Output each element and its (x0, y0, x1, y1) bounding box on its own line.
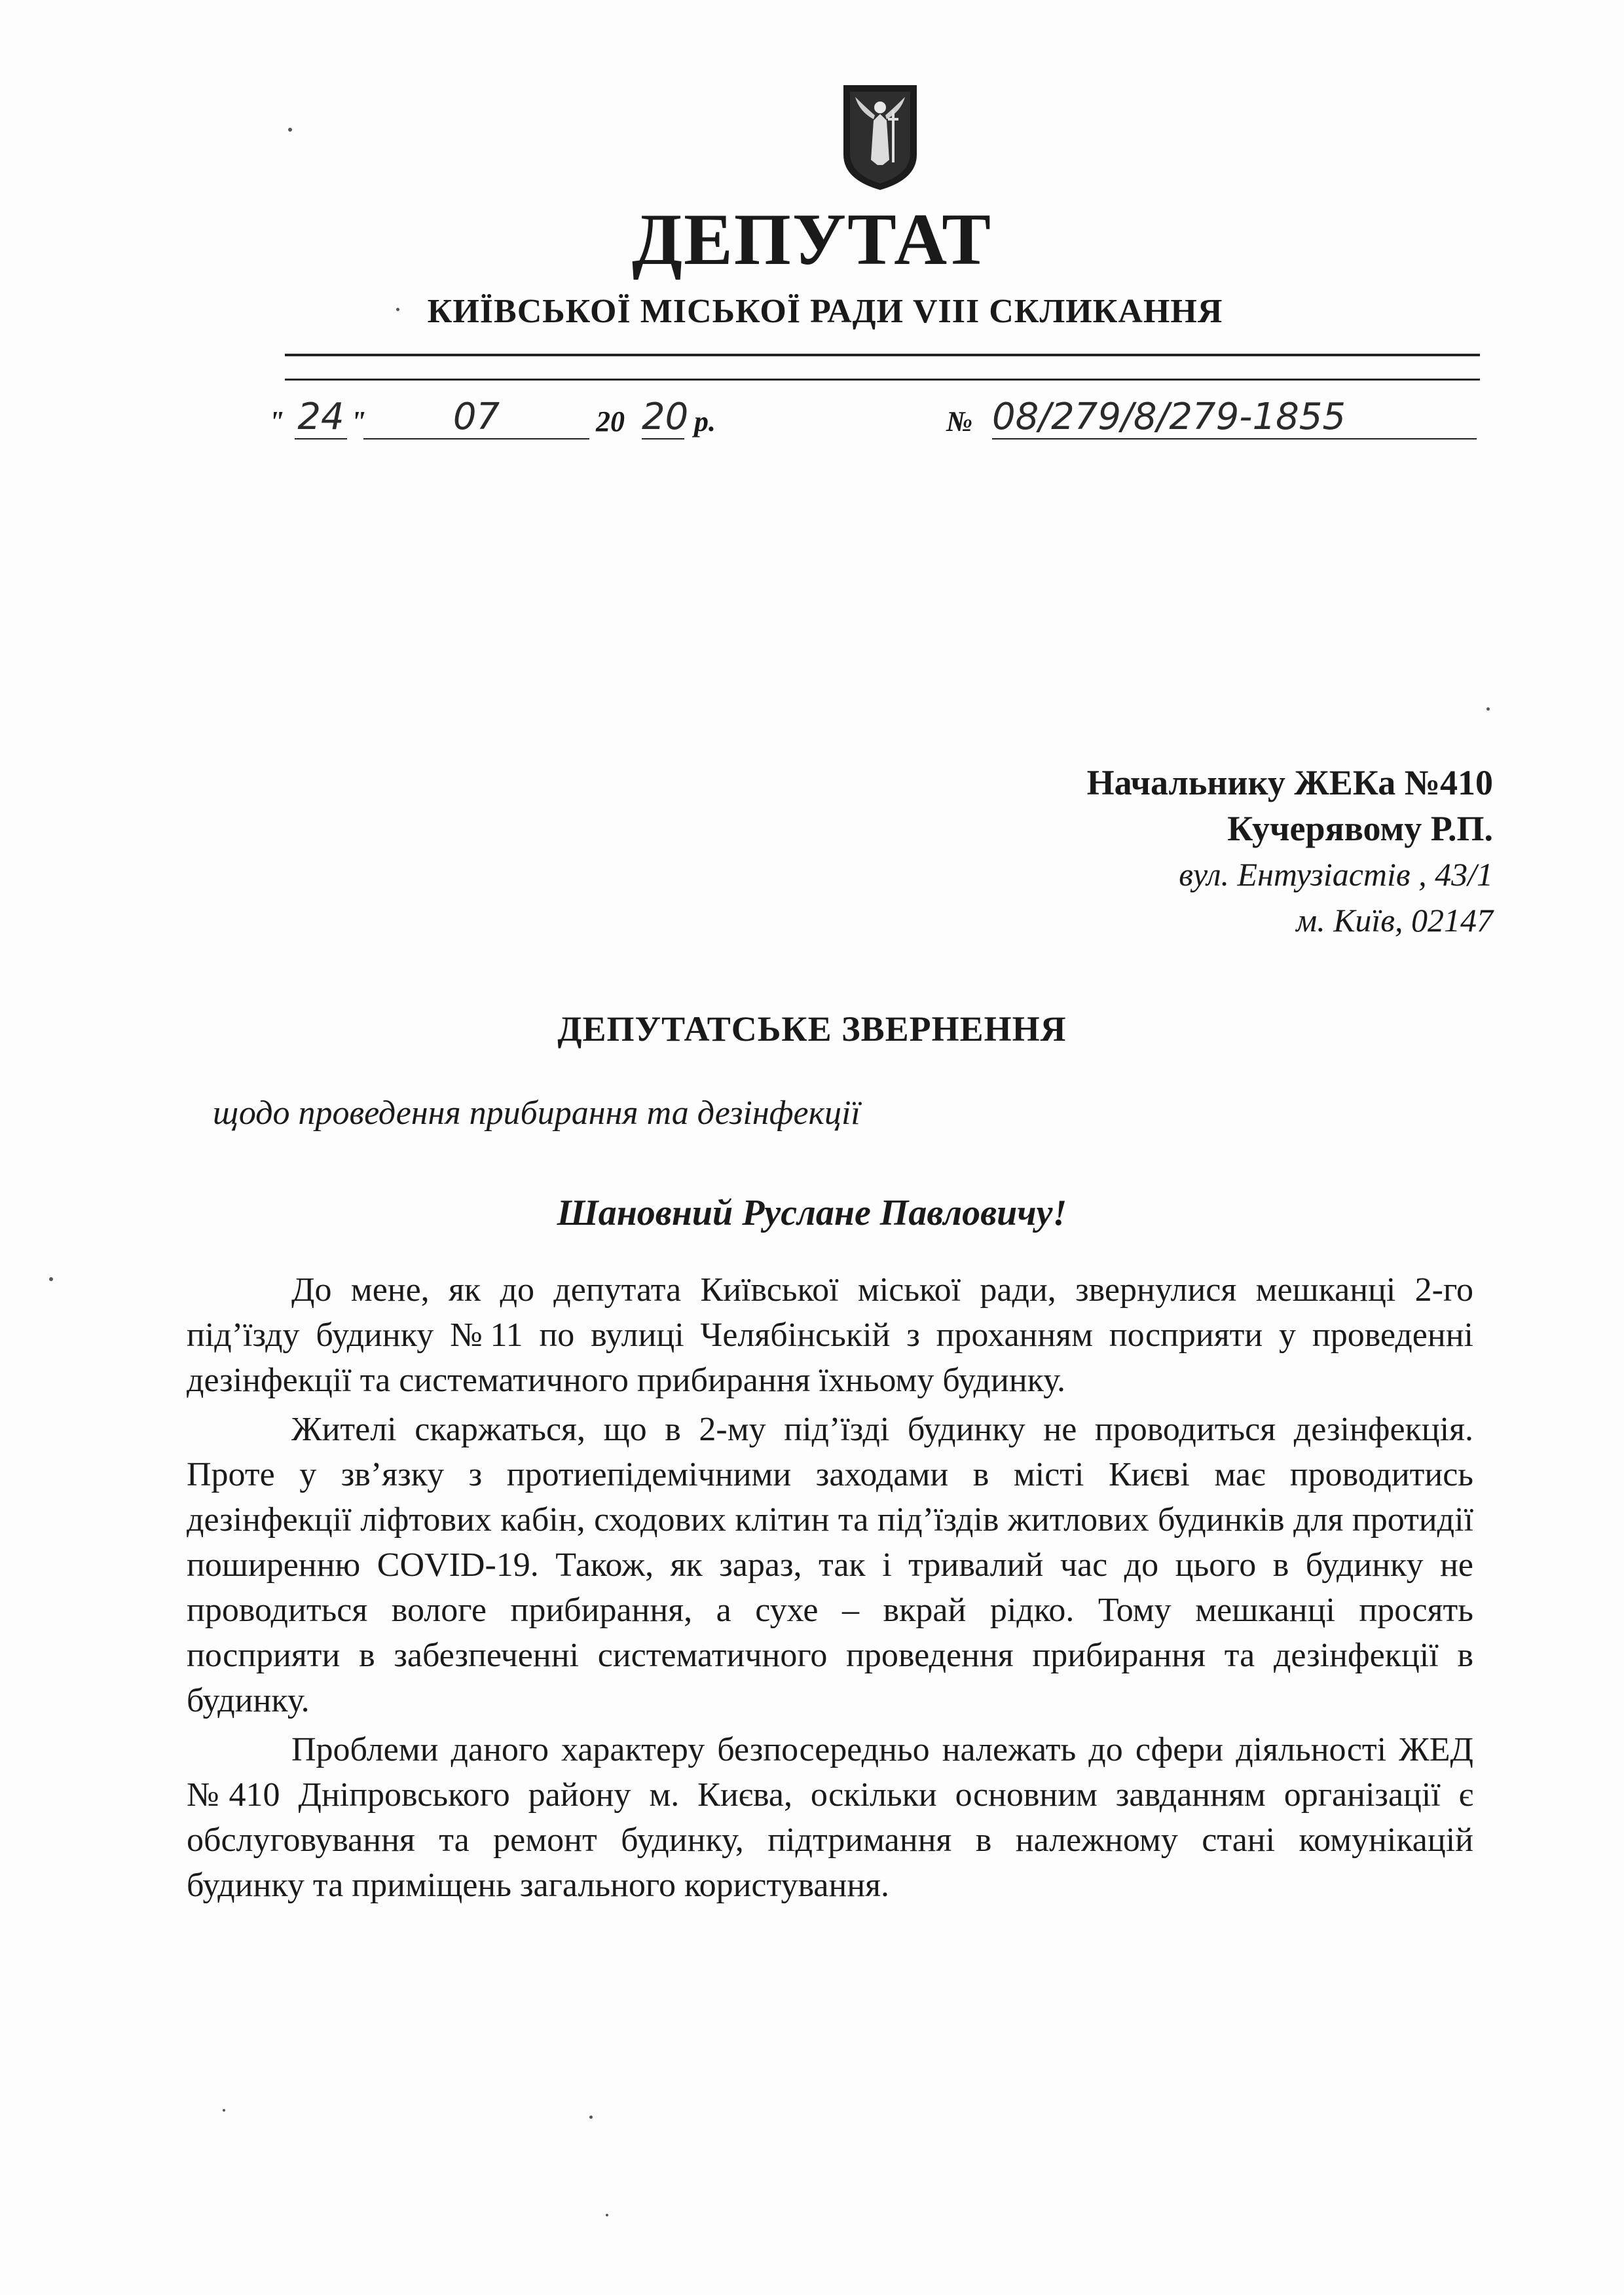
number-label: № (946, 405, 973, 438)
date-quote-close: " (350, 405, 367, 438)
date-year-unit: р. (694, 405, 716, 438)
header-rule-top (285, 354, 1480, 356)
date-month: 07 (363, 396, 589, 439)
scan-speck (49, 1277, 53, 1281)
body-paragraph: Проблеми даного характеру безпосередньо належать до сфери діяльності ЖЕД №410 Дніпровського району м. Києва, оскільки основним завданням організації є обслуговування та ремонт будинку, підтримання в належному стані комунікацій будинку та приміщень загального користування. (187, 1731, 1473, 1904)
addressee-position: Начальнику ЖЕКа №410 (1086, 763, 1493, 802)
registration-number (946, 393, 1477, 452)
date-year-prefix: 20 (596, 405, 625, 438)
body-paragraph: До мене, як до депутата Київської міської ради, звернулися мешканці 2-го під’їзду будинку №11 по вулиці Челябінській з проханням посприяти у проведенні дезінфекції та систематичного прибирання їхньому будинку. (187, 1271, 1473, 1399)
addressee-street: вул. Ентузіастів , 43/1 (1179, 856, 1493, 893)
scan-speck (288, 128, 292, 132)
document-subject: щодо проведення прибирання та дезінфекції (213, 1094, 860, 1132)
scan-speck (1486, 707, 1490, 711)
kyiv-coat-of-arms-icon (840, 81, 921, 193)
scan-speck (223, 2109, 225, 2112)
sender-title: ДЕПУТАТ (632, 199, 992, 280)
date-year: 20 (642, 396, 689, 438)
addressee-name: Кучерявому Р.П. (1227, 809, 1493, 848)
letter-body (187, 1267, 1473, 1912)
scan-speck (606, 2214, 608, 2216)
scan-speck (589, 2116, 593, 2119)
body-paragraph: Жителі скаржаться, що в 2-му під’їзді будинку не проводиться дезінфекція. Проте у зв’язку з протиепідемічними заходами в місті Києві має проводитись дезінфекції ліфтових кабін, сходових клітин та під’їздів житлових будинків для протидії поширенню COVID-19. Також, як зараз, так і тривалий час до цього в будинку не проводиться вологе прибирання, а сухе – вкрай рідко. Тому мешканці просять посприяти в забезпеченні систематичного проведення прибирання та дезінфекції в будинку. (187, 1411, 1473, 1719)
date-quote-open: " (268, 405, 285, 438)
document-title: ДЕПУТАТСЬКЕ ЗВЕРНЕННЯ (557, 1009, 1067, 1049)
scan-speck (396, 308, 399, 311)
salutation: Шановний Руслане Павловичу! (557, 1193, 1067, 1233)
addressee-block (1087, 760, 1493, 943)
sender-subtitle: КИЇВСЬКОЇ МІСЬКОЇ РАДИ VIII СКЛИКАННЯ (427, 293, 1223, 330)
number-value: 08/279/8/279-1855 (992, 396, 1477, 439)
addressee-city: м. Київ, 02147 (1296, 902, 1493, 939)
date-day: 24 (295, 396, 347, 439)
header-rule-bottom (285, 379, 1480, 381)
